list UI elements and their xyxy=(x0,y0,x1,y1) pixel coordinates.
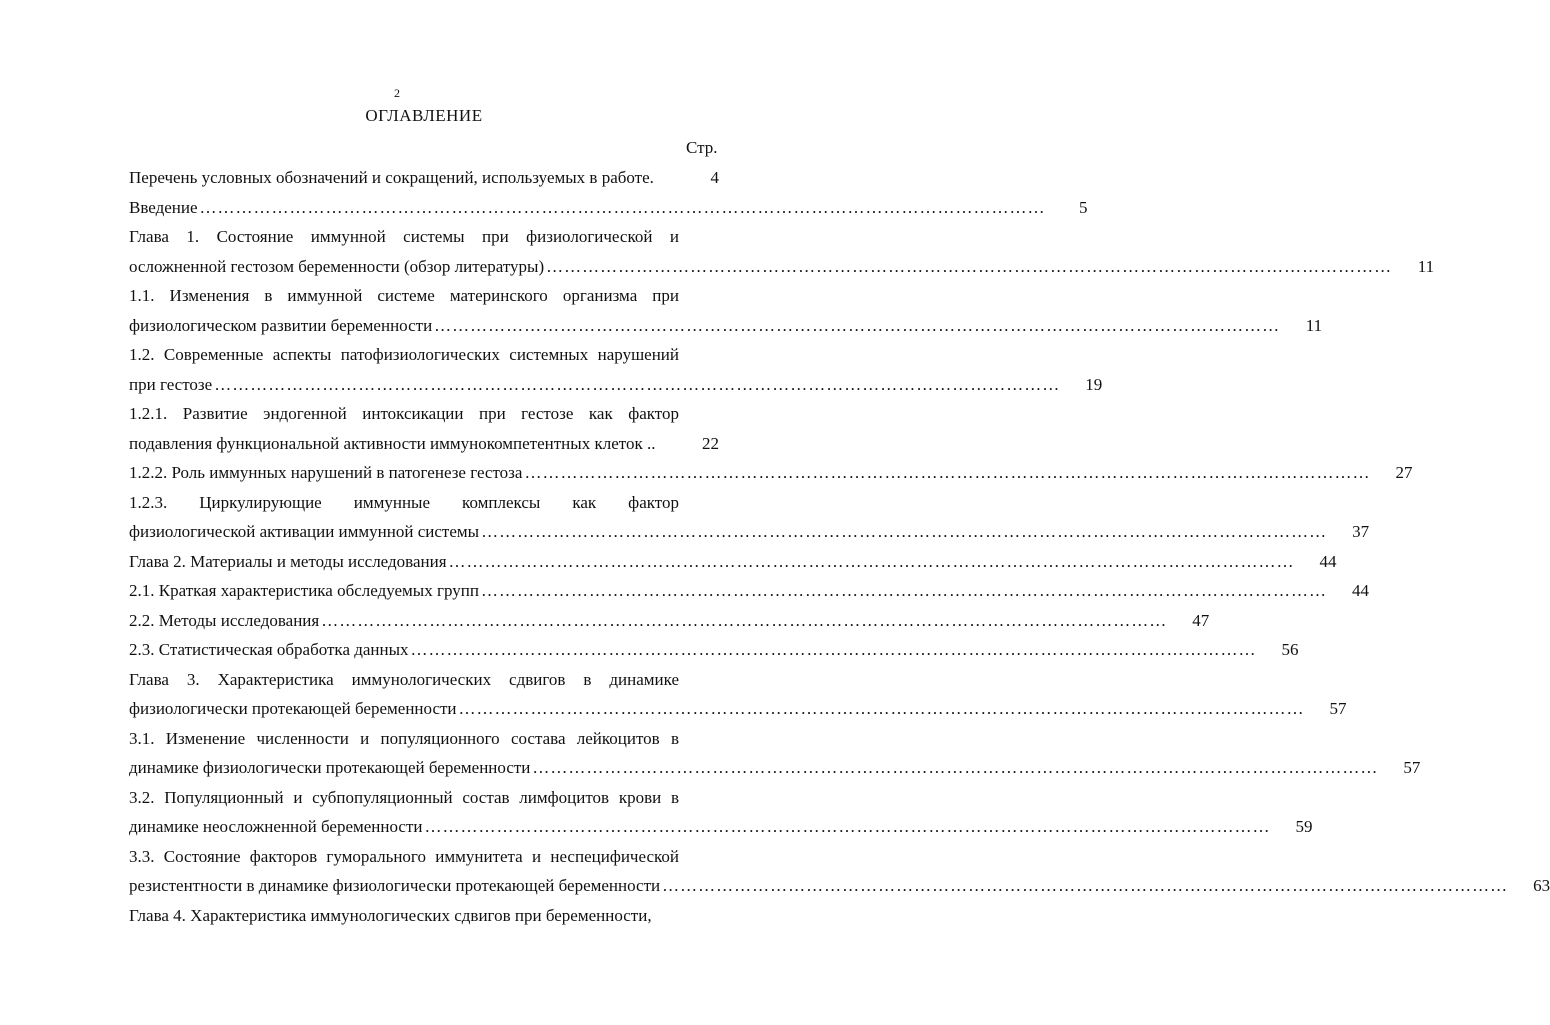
toc-entry-text: Перечень условных обозначений и сокращений, используемых в работе. xyxy=(129,168,654,187)
toc-page-number: 19 xyxy=(1085,374,1103,394)
toc-entry-text: 1.2.3. Циркулирующие иммунные комплексы как фактор xyxy=(129,492,679,512)
dot-leader: …………………………………………………………………………………………………………………………… xyxy=(481,522,1328,541)
toc-entry-text: 2.2. Методы исследования xyxy=(129,610,320,630)
page-column-label: Стр. xyxy=(686,138,718,157)
toc-page-number: 22 xyxy=(702,433,719,453)
toc-entry-line xyxy=(129,753,1421,783)
toc-entry-line xyxy=(129,458,1413,488)
toc-entry-text: Глава 3. Характеристика иммунологических сдвигов в динамике xyxy=(129,669,679,689)
toc-page-number: 37 xyxy=(1352,522,1370,541)
toc-entry-text: при гестозе xyxy=(129,374,213,394)
toc-entry-text: 3.2. Популяционный и субпопуляционный состав лимфоцитов крови в xyxy=(129,787,679,807)
dot-leader: …………………………………………………………………………………………………………………………… xyxy=(434,315,1281,335)
dot-leader: …………………………………………………………………………………………………………………………… xyxy=(532,758,1379,777)
dot-leader: …………………………………………………………………………………………………………………………… xyxy=(458,699,1305,718)
dot-leader: …………………………………………………………………………………………………………………………… xyxy=(662,876,1509,895)
dot-leader: …………………………………………………………………………………………………………………………… xyxy=(199,197,1046,217)
toc-entry-text: 1.2.1. Развитие эндогенной интоксикации при гестозе как фактор xyxy=(129,404,679,423)
toc-entry-line xyxy=(129,871,1550,901)
toc-entry-text: Глава 2. Материалы и методы исследования xyxy=(129,551,447,571)
toc-entry-line xyxy=(129,193,1088,223)
toc-entry-line xyxy=(129,635,1299,665)
toc-entry-line xyxy=(129,665,719,695)
dot-leader: …………………………………………………………………………………………………………………………… xyxy=(321,610,1168,630)
toc-entry-line xyxy=(129,340,719,370)
toc-entry-line xyxy=(129,281,719,311)
toc-entry-text: динамике неосложненной беременности xyxy=(129,817,423,836)
toc-entry-text: физиологическом развитии беременности xyxy=(129,315,433,335)
toc-entry-text: 1.2. Современные аспекты патофизиологических системных нарушений xyxy=(129,345,679,364)
toc-entry-line xyxy=(129,252,1435,282)
toc-entry-line xyxy=(129,812,1313,842)
toc-entry-line xyxy=(129,163,719,193)
toc-entry-line xyxy=(129,694,1347,724)
toc-entry-text: 1.1. Изменения в иммунной системе материнского организма при xyxy=(129,286,679,305)
toc-page-number: 57 xyxy=(1403,758,1421,777)
toc-page-number: 56 xyxy=(1281,640,1299,659)
toc-entry-text: осложненной гестозом беременности (обзор литературы) xyxy=(129,256,545,276)
toc-entry-text: Глава 1. Состояние иммунной системы при физиологической и xyxy=(129,227,679,246)
table-of-contents xyxy=(129,163,1550,930)
toc-entry-line xyxy=(129,311,1323,341)
toc-entry-text: 2.1. Краткая характеристика обследуемых групп xyxy=(129,581,479,600)
toc-title: ОГЛАВЛЕНИЕ xyxy=(365,106,483,125)
toc-entry-text: Введение xyxy=(129,197,198,217)
dot-leader: …………………………………………………………………………………………………………………………… xyxy=(524,463,1371,482)
toc-entry-line xyxy=(129,222,719,252)
toc-entry-text: Глава 4. Характеристика иммунологических сдвигов при беременности, xyxy=(129,905,652,925)
toc-entry-line xyxy=(129,370,1103,400)
toc-entry-line xyxy=(129,606,1210,636)
toc-entry-line xyxy=(129,901,719,931)
dot-leader: …………………………………………………………………………………………………………………………… xyxy=(424,817,1271,836)
toc-page-number: 44 xyxy=(1319,551,1337,571)
toc-entry-line xyxy=(129,724,719,754)
toc-entry-text: подавления функциональной активности иммунокомпетентных клеток .. xyxy=(129,433,656,453)
dot-leader: …………………………………………………………………………………………………………………………… xyxy=(410,640,1257,659)
toc-entry-line xyxy=(129,576,1369,606)
toc-page-number: 57 xyxy=(1329,699,1347,718)
dot-leader: …………………………………………………………………………………………………………………………… xyxy=(448,551,1295,571)
toc-page-number: 44 xyxy=(1351,581,1369,600)
dot-leader: …………………………………………………………………………………………………………………………… xyxy=(214,374,1061,394)
toc-entry-line xyxy=(129,783,719,813)
toc-entry-text: физиологической активации иммунной системы xyxy=(129,522,480,541)
toc-page-number: 27 xyxy=(1395,463,1413,482)
toc-entry-line xyxy=(129,429,719,459)
toc-entry-text: 1.2.2. Роль иммунных нарушений в патогенезе гестоза xyxy=(129,463,523,482)
toc-page-number: 47 xyxy=(1192,610,1210,630)
toc-page-number: 5 xyxy=(1079,197,1088,217)
toc-page-number: 11 xyxy=(1417,256,1435,276)
dot-leader: …………………………………………………………………………………………………………………………… xyxy=(480,581,1327,600)
toc-page-number: 59 xyxy=(1295,817,1313,836)
toc-entry-line xyxy=(129,399,719,429)
dot-leader: …………………………………………………………………………………………………………………………… xyxy=(546,256,1393,276)
toc-entry-text: физиологически протекающей беременности xyxy=(129,699,457,718)
toc-page-number: 63 xyxy=(1533,876,1550,895)
toc-entry-line xyxy=(129,547,1337,577)
toc-entry-line xyxy=(129,842,719,872)
toc-entry-line xyxy=(129,517,1370,547)
toc-entry-text: 2.3. Статистическая обработка данных xyxy=(129,640,409,659)
toc-page-number: 11 xyxy=(1305,315,1323,335)
toc-entry-text: резистентности в динамике физиологически протекающей беременности xyxy=(129,876,661,895)
toc-entry-line xyxy=(129,488,719,518)
toc-page-number: 4 xyxy=(710,168,719,187)
toc-entry-text: 3.1. Изменение численности и популяционного состава лейкоцитов в xyxy=(129,728,679,748)
toc-entry-text: динамике физиологически протекающей беременности xyxy=(129,758,531,777)
page-number: 2 xyxy=(394,86,400,100)
toc-entry-text: 3.3. Состояние факторов гуморального иммунитета и неспецифической xyxy=(129,846,679,866)
